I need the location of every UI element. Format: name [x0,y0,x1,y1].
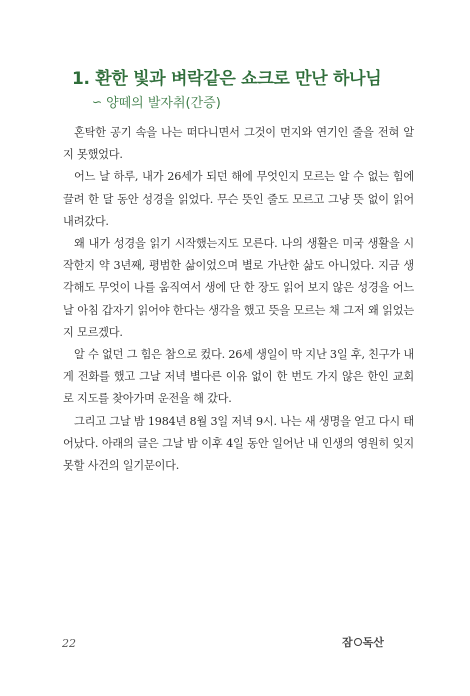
chapter-subtitle [92,92,221,111]
logo-text-right: 독산 [362,636,384,649]
publisher-logo [342,634,384,650]
paragraph: 알 수 없던 그 힘은 참으로 컸다. 26세 생일이 막 지난 3일 후, 친구가 내게 전화를 했고 그날 저녁 별다른 이유 없이 한 번도 가지 않은 한인 교회로 지도를 찾아가며 운전을 해 갔다. [63,348,414,406]
paragraph: 어느 날 하루, 내가 26세가 되던 해에 무엇인지 모르는 알 수 없는 힘에 끌려 한 달 동안 성경을 읽었다. 무슨 뜻인 줄도 모르고 그냥 뜻 없이 읽어 내려갔다. [63,170,414,228]
chapter-title: 1. 환한 빛과 벼락같은 쇼크로 만난 하나님 [72,69,382,89]
logo-circle-icon [354,638,362,646]
paragraph: 혼탁한 공기 속을 나는 떠다니면서 그것이 먼지와 연기인 줄을 전혀 알지 못했었다. [63,126,414,162]
page-number: 22 [62,637,76,650]
paragraph: 그리고 그날 밤 1984년 8월 3일 저녁 9시. 나는 새 생명을 얻고 다시 태어났다. 아래의 글은 그날 밤 이후 4일 동안 일어난 내 인생의 영원히 잊지 못할 사건의 일기문이다. [63,414,414,473]
subtitle-text: 양떼의 발자취(간증) [106,96,221,111]
paragraph: 왜 내가 성경을 읽기 시작했는지도 모른다. 나의 생활은 미국 생활을 시작한지 약 3년째, 평범한 삶이었으며 별로 가난한 삶도 아니었다. 지금 생각해도 무엇이 나를 움직여서 생에 단 한 장도 읽어 보지 않은 성경을 어느 날 아침 갑자기 읽어야 한다는 생각을 했고 뜻을 모르는 채 그저 왜 읽었는지 모르겠다. [63,237,414,339]
logo-text-left: 잠 [342,636,353,649]
body-text [63,122,414,477]
subtitle-ornament: ∽ [92,94,103,109]
